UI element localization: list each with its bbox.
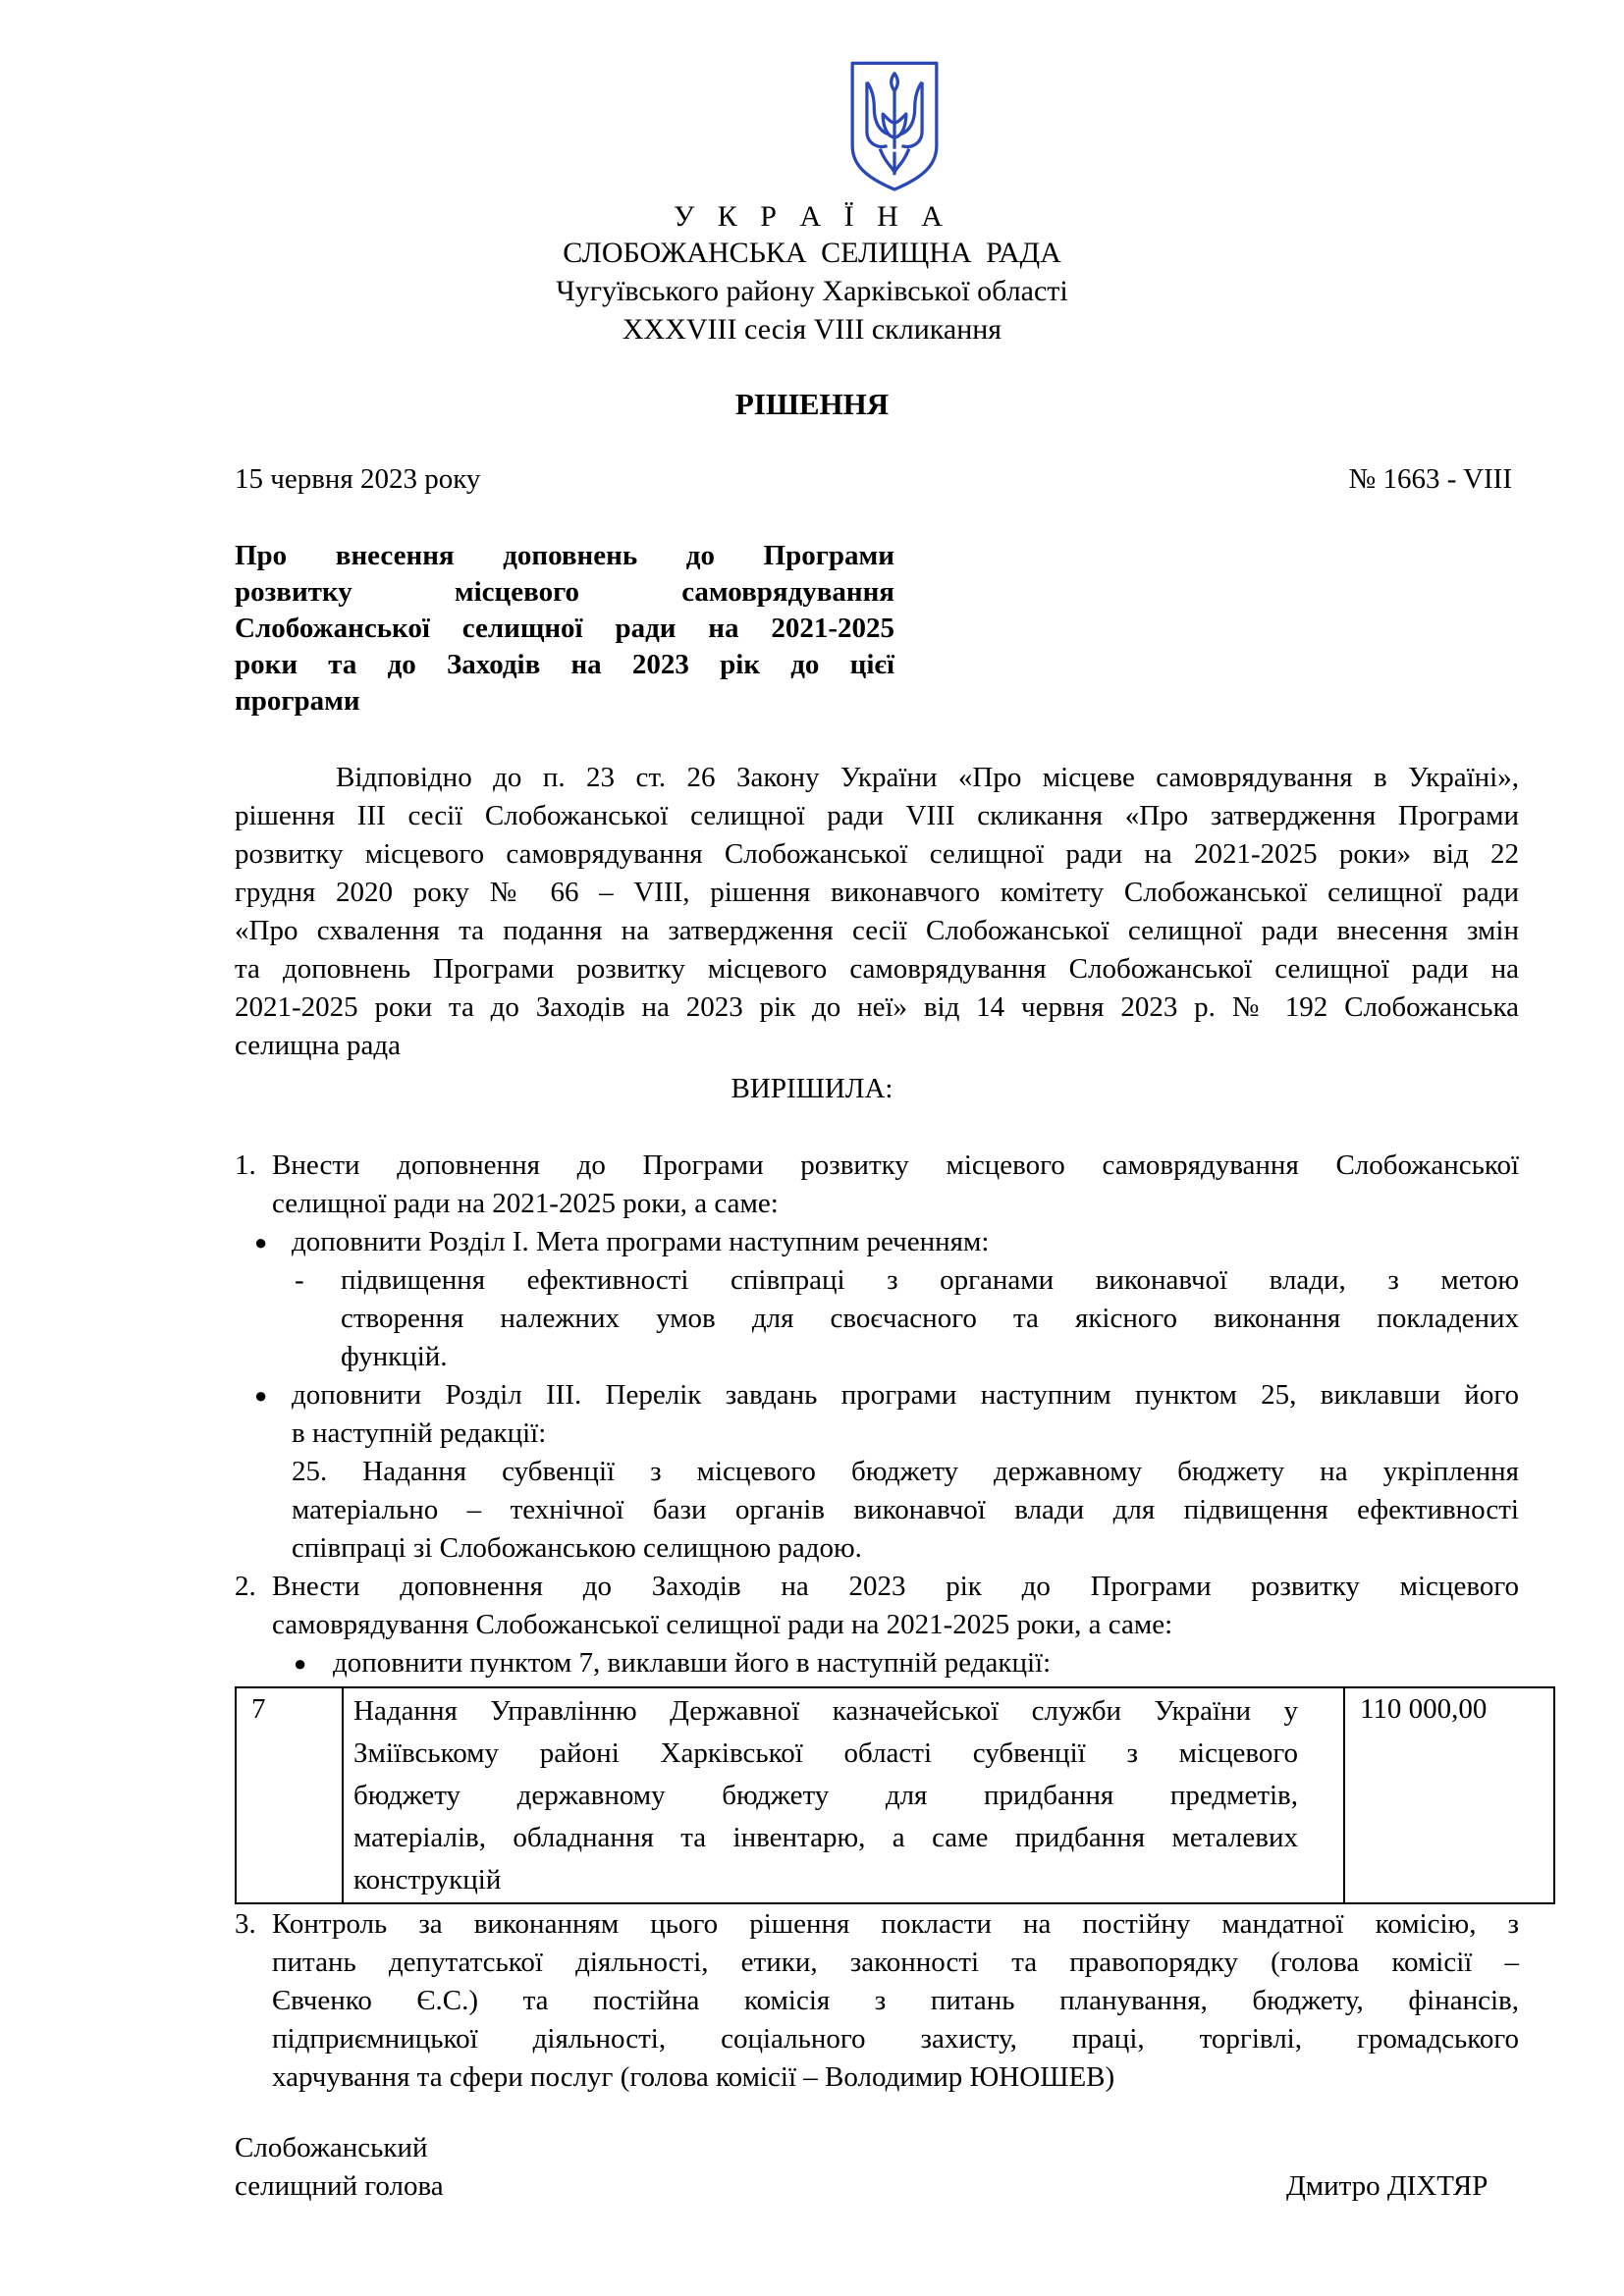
district-name: Чугуївського району Харківської області [556,275,1068,307]
bullet-icon: ● [254,1230,268,1255]
session-info: XXXVIII сесія VIII скликання [622,313,1002,346]
preamble-paragraph [235,759,1519,1065]
preamble-line: та доповнень Програми розвитку місцевого самоврядування Слобожанської селищної ради на [235,953,1519,985]
dash-line: створення належних умов для своєчасного та якісного виконання покладених [341,1303,1519,1334]
table-row [236,1687,1554,1903]
preamble-line: розвитку місцевого самоврядування Слобожанської селищної ради на 2021-2025 роки» від 22 [235,838,1519,870]
item-line: селищної ради на 2021-2025 роки, а саме: [272,1188,779,1219]
bullet-text [292,1376,1519,1453]
bullet-text: доповнити Розділ І. Мета програми наступним реченням: [292,1226,990,1257]
ukraine-coat-of-arms-icon [847,59,942,192]
document-type: РІШЕННЯ [734,387,890,421]
item-line: підприємницької діяльності, соціального захисту, праці, торгівлі, громадського [272,2023,1519,2055]
item-line: Контроль за виконанням цього рішення покласти на постійну мандатної комісію, з [272,1908,1519,1940]
council-name: СЛОБОЖАНСЬКА СЕЛИЩНА РАДА [563,237,1061,269]
list-item-1 [235,1147,1519,1564]
measure-line: Зміївському районі Харківської області субвенції з місцевого [353,1737,1298,1769]
item-number: 3. [235,1908,256,1940]
measure-amount: 110 000,00 [1344,1687,1554,1903]
measure-line: Надання Управлінню Державної казначейської служби України у [353,1695,1298,1727]
signatory-title-line-2: селищний голова [235,2170,444,2202]
measure-line: матеріалів, обладнання та інвентарю, а саме придбання металевих [353,1822,1298,1853]
measure-line: конструкцій [353,1864,502,1896]
item-text [272,1905,1519,2097]
item-line: Внести доповнення до Програми розвитку місцевого самоврядування Слобожанської [272,1149,1519,1181]
subject-line: розвитку місцевого самоврядування [235,576,894,608]
item-number: 2. [235,1571,256,1602]
decision-date: 15 червня 2023 року [235,463,481,495]
preamble-line: Відповідно до п. 23 ст. 26 Закону України «Про місцеве самоврядування в Україні», [336,762,1519,793]
list-item-3 [235,1905,1519,2102]
preamble-line: грудня 2020 року № 66 – VIII, рішення виконавчого комітету Слобожанської селищної ради [235,877,1519,908]
item-text [272,1568,1519,1644]
measure-description [343,1687,1344,1903]
item-line: самоврядування Слобожанської селищної ради на 2021-2025 роки, а саме: [272,1609,1173,1640]
country-title: У К Р А Ї Н А [674,200,950,233]
row-number: 7 [236,1687,343,1903]
preamble-line: рішення ІІІ сесії Слобожанської селищної ради VIII скликання «Про затвердження Програми [235,800,1519,831]
point-line: співпраці зі Слобожанською селищною радою. [292,1532,862,1564]
bullet-text: доповнити пунктом 7, виклавши його в наступній редакції: [333,1647,1052,1679]
bullet-icon: ● [254,1383,268,1408]
preamble-line: 2021-2025 роки та до Заходів на 2023 рік до неї» від 14 червня 2023 р. № 192 Слобожанська [235,991,1519,1023]
subject-line: Слобожанської селищної ради на 2021-2025 [235,613,894,644]
subject-line: роки та до Заходів на 2023 рік до цієї [235,649,894,680]
decision-number: № 1663 - VIII [1348,463,1512,495]
dash-text [341,1261,1519,1376]
signatory-name: Дмитро ДІХТЯР [1286,2170,1489,2202]
item-number: 1. [235,1149,256,1181]
item-text [272,1147,1519,1223]
measure-line: бюджету державному бюджету для придбання предметів, [353,1780,1298,1811]
bullet-line: в наступній редакції: [292,1417,547,1449]
dash-line: підвищення ефективності співпраці з органами виконавчої влади, з метою [341,1264,1519,1296]
item-line: харчування та сфери послуг (голова комісії – Володимир ЮНОШЕВ) [272,2061,1115,2093]
resolved-heading: ВИРІШИЛА: [731,1073,893,1104]
subject-line: Про внесення доповнень до Програми [235,540,894,571]
dash-line: функцій. [341,1341,448,1372]
item-line: Євченко Є.С.) та постійна комісія з питань планування, бюджету, фінансів, [272,1985,1519,2016]
measures-table [235,1686,1555,1904]
point-line: 25. Надання субвенції з місцевого бюджету державному бюджету на укріплення [292,1456,1519,1487]
signatory-title-line-1: Слобожанський [235,2132,428,2163]
item-line: Внести доповнення до Заходів на 2023 рік до Програми розвитку місцевого [272,1571,1519,1602]
preamble-line: селищна рада [235,1030,402,1061]
bullet-line: доповнити Розділ ІІІ. Перелік завдань програми наступним пунктом 25, виклавши його [292,1379,1519,1411]
list-item-2 [235,1568,1519,1683]
subject-line: програми [235,685,360,717]
dash-marker: - [295,1264,304,1296]
item-line: питань депутатської діяльності, етики, законності та правопорядку (голова комісії – [272,1947,1519,1978]
point-25-text [292,1453,1519,1568]
bullet-icon: ● [294,1651,307,1676]
point-line: матеріально – технічної бази органів виконавчої влади для підвищення ефективності [292,1494,1519,1525]
decision-subject [235,538,894,720]
preamble-line: «Про схвалення та подання на затвердження сесії Слобожанської селищної ради внесення змін [235,915,1519,946]
